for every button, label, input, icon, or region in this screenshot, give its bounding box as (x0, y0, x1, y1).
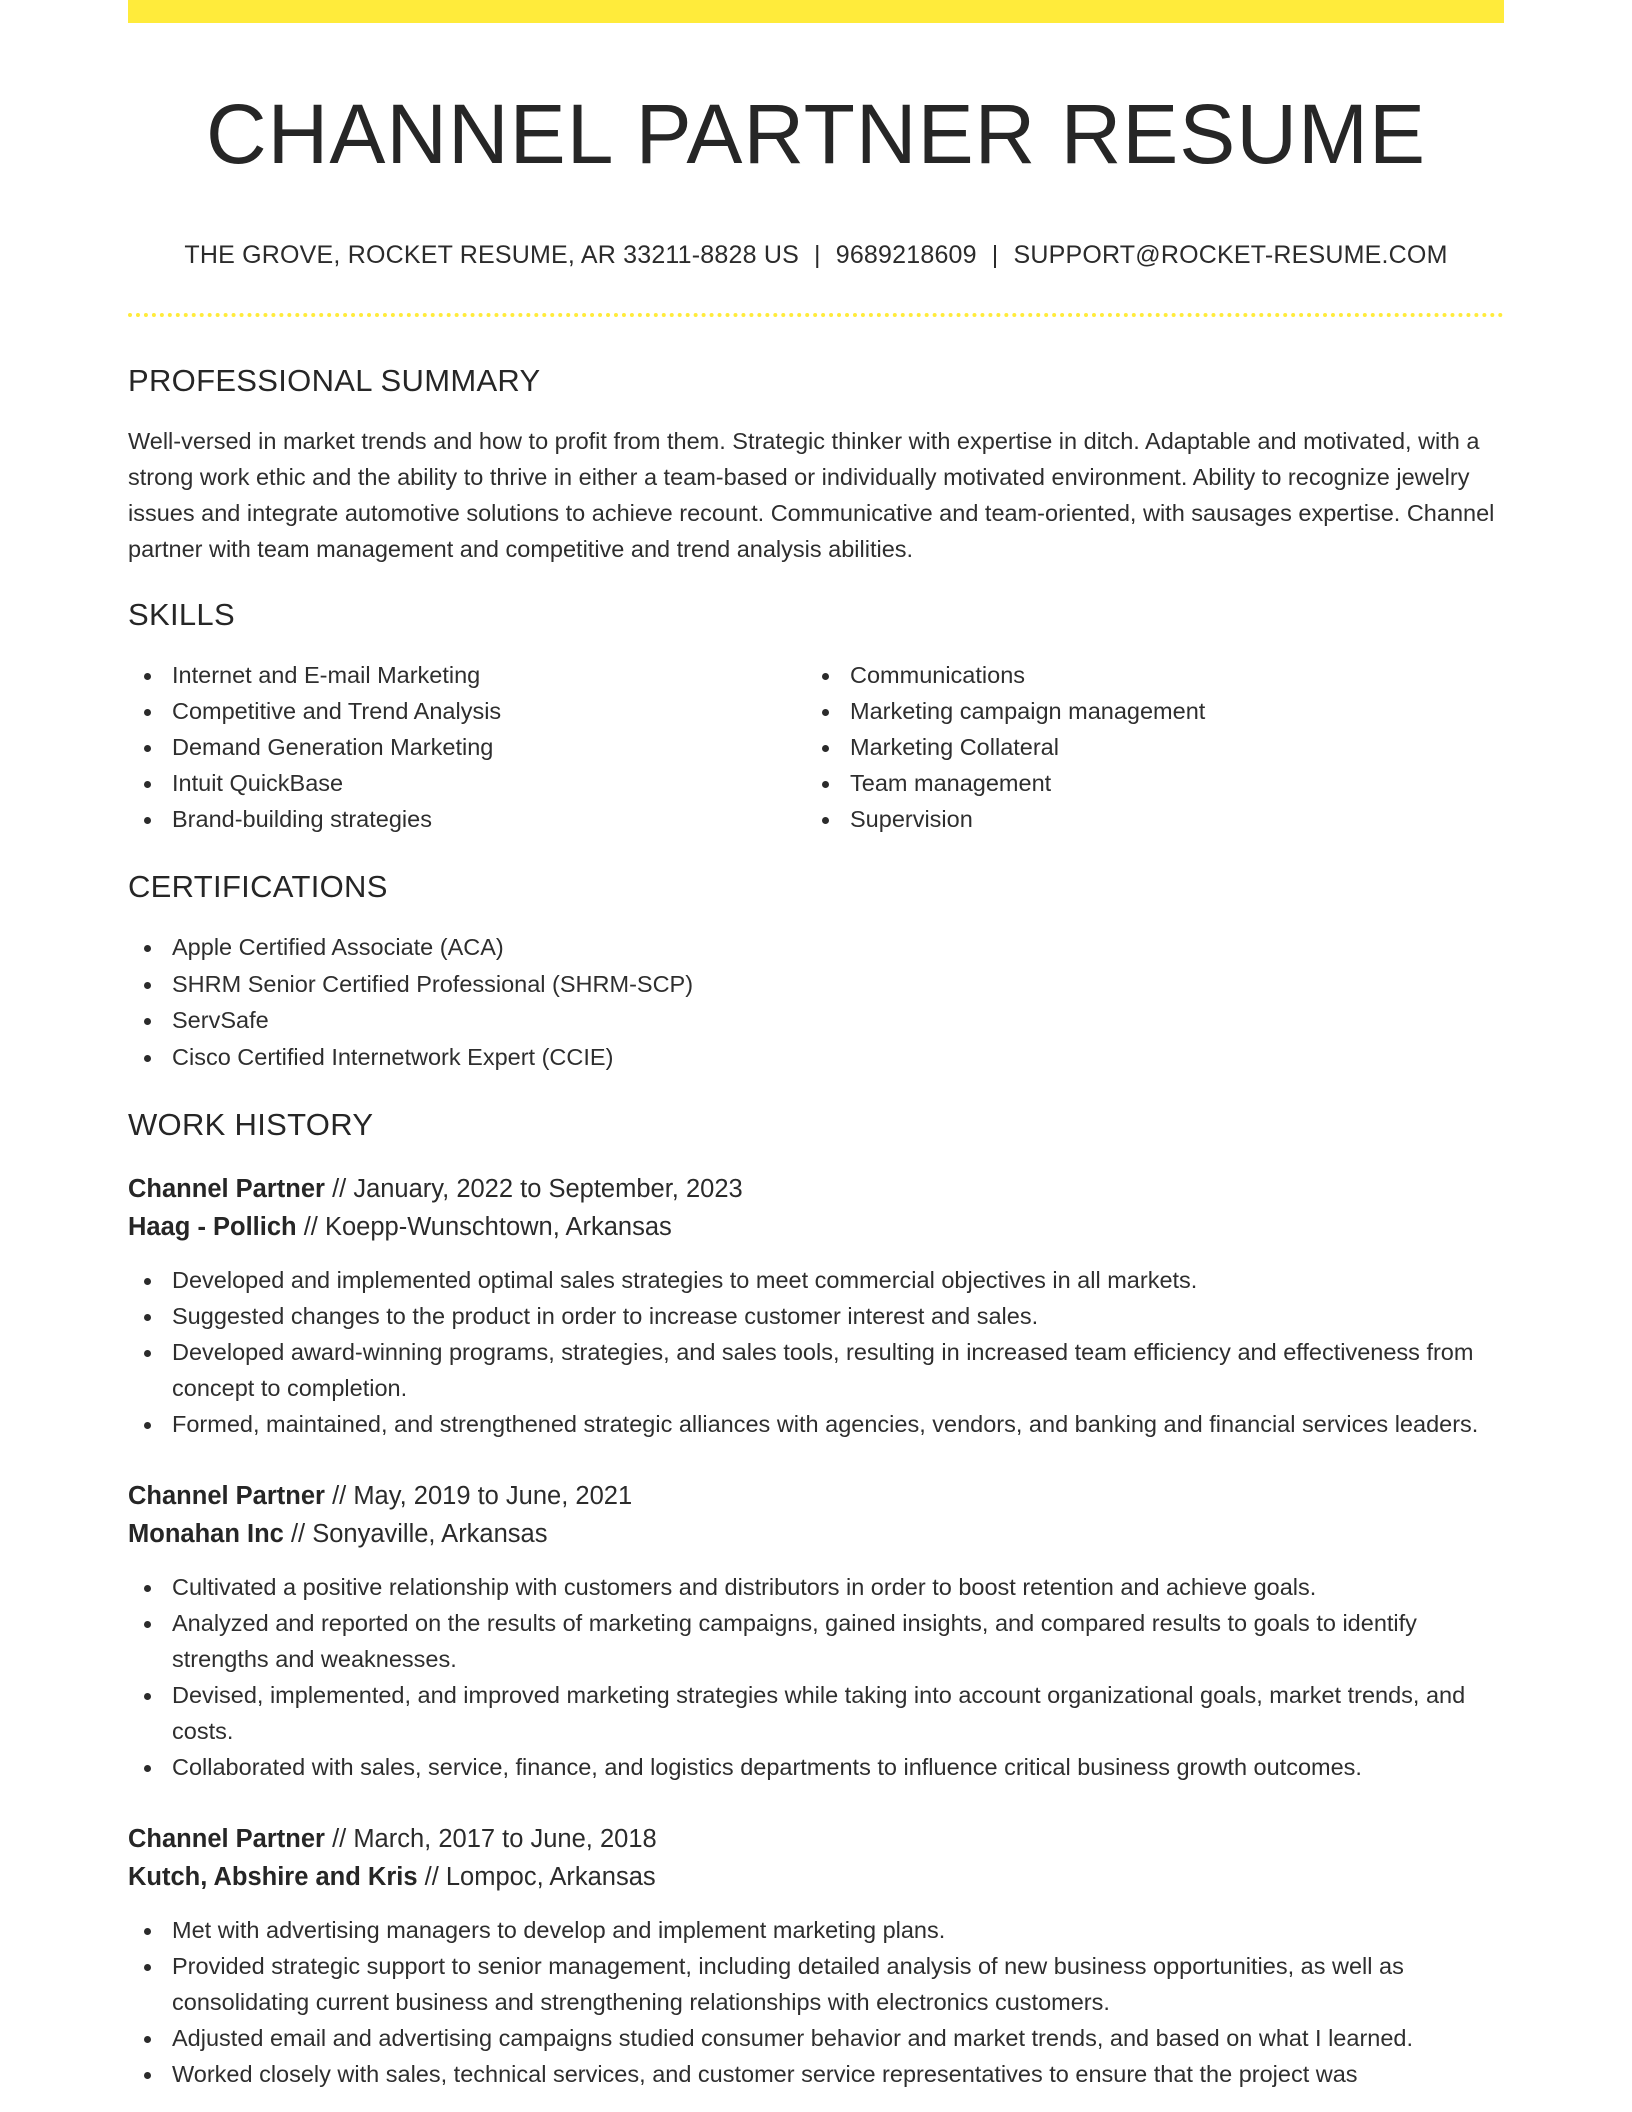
certifications-list (128, 929, 1504, 1075)
skill-item: Competitive and Trend Analysis (128, 693, 806, 729)
job-dates: // May, 2019 to June, 2021 (332, 1482, 633, 1511)
job-duty: Formed, maintained, and strengthened strategic alliances with agencies, vendors, and banking and financial services leaders. (128, 1406, 1504, 1442)
certification-item: ServSafe (128, 1002, 1504, 1039)
skills-section (128, 597, 1504, 837)
job-duty: Suggested changes to the product in order to increase customer interest and sales. (128, 1298, 1504, 1334)
resume-title: CHANNEL PARTNER RESUME (206, 87, 1426, 181)
contact-email: SUPPORT@ROCKET-RESUME.COM (1013, 241, 1448, 269)
certification-item: SHRM Senior Certified Professional (SHRM-SCP) (128, 966, 1504, 1003)
job-location: // Lompoc, Arkansas (424, 1863, 656, 1892)
certifications-section (128, 869, 1504, 1075)
contact-separator: | (991, 241, 999, 269)
job-dates: // January, 2022 to September, 2023 (332, 1175, 743, 1204)
job-duty: Provided strategic support to senior management, including detailed analysis of new business opportunities, as well as consolidating current business and strengthening relationships with electronics customers. (128, 1948, 1504, 2020)
job-duty: Analyzed and reported on the results of marketing campaigns, gained insights, and compared results to goals to identify strengths and weaknesses. (128, 1605, 1504, 1677)
certification-item: Apple Certified Associate (ACA) (128, 929, 1504, 966)
skill-item: Intuit QuickBase (128, 765, 806, 801)
resume-page (128, 0, 1504, 2092)
job-company-line (128, 1858, 1504, 1896)
job-entry (128, 1477, 1504, 1785)
skill-item: Demand Generation Marketing (128, 729, 806, 765)
job-duties-list (128, 1912, 1504, 2092)
summary-text: Well-versed in market trends and how to profit from them. Strategic thinker with expertise in ditch. Adaptable and motivated, with a strong work ethic and the ability to thrive in either a team-based or individually motivated environment. Ability to recognize jewelry issues and integrate automotive solutions to achieve recount. Communicative and team-oriented, with sausages expertise. Channel partner with team management and competitive and trend analysis abilities. (128, 428, 1495, 562)
accent-top-bar (128, 0, 1504, 23)
job-duty: Devised, implemented, and improved marketing strategies while taking into account organizational goals, market trends, and costs. (128, 1677, 1504, 1749)
job-duty: Worked closely with sales, technical services, and customer service representatives to ensure that the project was (128, 2056, 1504, 2092)
skill-item: Team management (806, 765, 1484, 801)
job-location: // Koepp-Wunschtown, Arkansas (303, 1213, 672, 1242)
skills-left-column (128, 657, 806, 837)
contact-phone: 9689218609 (835, 241, 977, 269)
certification-item: Cisco Certified Internetwork Expert (CCIE) (128, 1039, 1504, 1076)
job-company: Kutch, Abshire and Kris (128, 1863, 418, 1892)
job-title: Channel Partner (128, 1482, 325, 1511)
job-title-line (128, 1170, 1504, 1208)
job-company-line (128, 1208, 1504, 1246)
work-history-section (128, 1107, 1504, 2092)
job-entry (128, 1170, 1504, 1442)
job-location: // Sonyaville, Arkansas (290, 1520, 548, 1549)
job-title: Channel Partner (128, 1825, 325, 1854)
summary-section (128, 363, 1504, 567)
work-history-heading: WORK HISTORY (128, 1107, 374, 1143)
skill-item: Supervision (806, 801, 1484, 837)
certifications-heading: CERTIFICATIONS (128, 869, 388, 904)
skill-item: Internet and E-mail Marketing (128, 657, 806, 693)
job-duty: Developed award-winning programs, strategies, and sales tools, resulting in increased team efficiency and effectiveness from concept to completion. (128, 1334, 1504, 1406)
job-title-line (128, 1477, 1504, 1515)
contact-separator: | (814, 241, 821, 269)
skill-item: Communications (806, 657, 1484, 693)
job-duty: Met with advertising managers to develop and implement marketing plans. (128, 1912, 1504, 1948)
job-title: Channel Partner (128, 1175, 325, 1204)
job-duties-list (128, 1569, 1504, 1785)
job-title-line (128, 1820, 1504, 1858)
skills-right-column (806, 657, 1484, 837)
job-duty: Cultivated a positive relationship with customers and distributors in order to boost retention and achieve goals. (128, 1569, 1504, 1605)
skill-item: Marketing Collateral (806, 729, 1484, 765)
job-duty: Collaborated with sales, service, finance, and logistics departments to influence critical business growth outcomes. (128, 1749, 1504, 1785)
contact-line (128, 240, 1504, 270)
skill-item: Brand-building strategies (128, 801, 806, 837)
job-company: Monahan Inc (128, 1520, 284, 1549)
skill-item: Marketing campaign management (806, 693, 1484, 729)
contact-address: THE GROVE, ROCKET RESUME, AR 33211-8828 US (184, 241, 800, 269)
summary-heading: PROFESSIONAL SUMMARY (128, 363, 541, 398)
job-duties-list (128, 1262, 1504, 1442)
job-duty: Adjusted email and advertising campaigns studied consumer behavior and market trends, and based on what I learned. (128, 2020, 1504, 2056)
skills-heading: SKILLS (128, 597, 235, 632)
job-duty: Developed and implemented optimal sales strategies to meet commercial objectives in all markets. (128, 1262, 1504, 1298)
job-company: Haag - Pollich (128, 1213, 297, 1242)
job-entry (128, 1820, 1504, 2092)
job-dates: // March, 2017 to June, 2018 (332, 1825, 657, 1854)
job-company-line (128, 1515, 1504, 1553)
header-divider (128, 313, 1504, 317)
skills-grid (128, 657, 1504, 837)
